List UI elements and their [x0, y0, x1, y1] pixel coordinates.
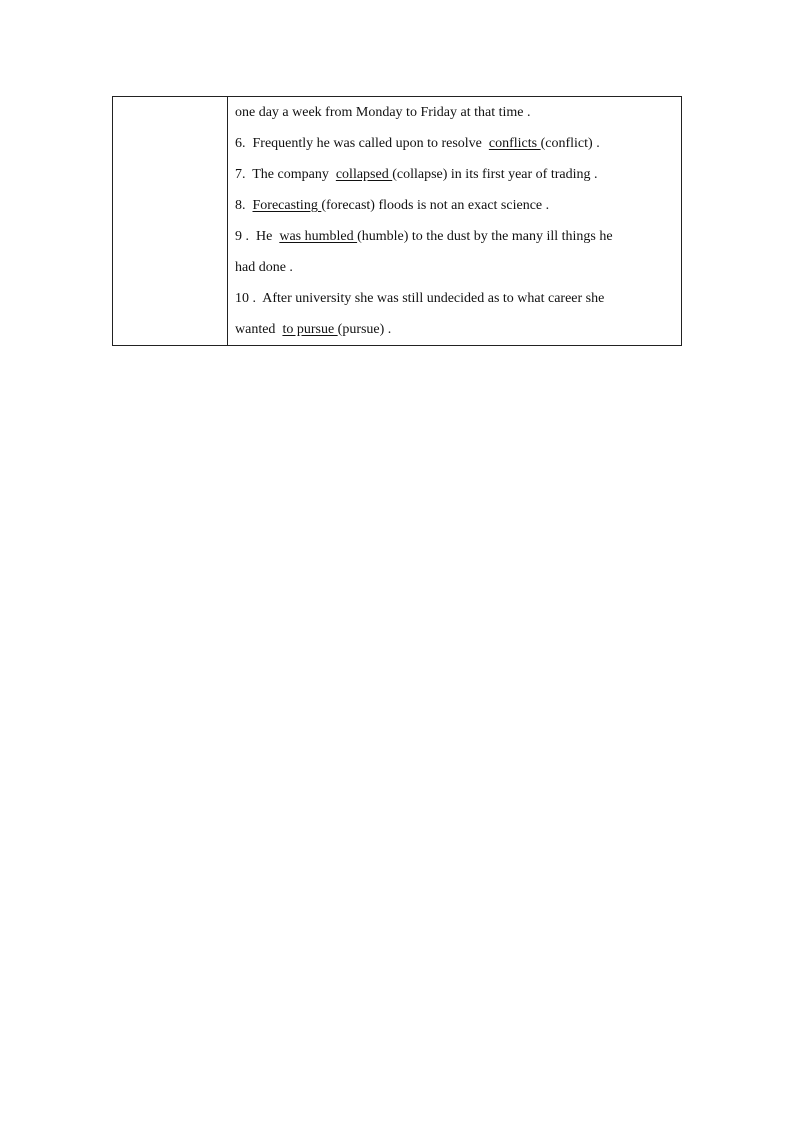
hint-text: (forecast) floods is not an exact science .: [321, 198, 550, 213]
table-left-cell: [113, 97, 228, 345]
sentence-text: Frequently he was called upon to resolve: [252, 136, 482, 151]
sentence-5-continuation: [235, 97, 673, 128]
sentence-text: wanted: [235, 322, 276, 337]
answer-blank: was humbled: [279, 229, 358, 244]
sentence-text: He: [256, 229, 273, 244]
answer-blank: to pursue: [282, 322, 338, 337]
sentence-9: [235, 221, 673, 252]
sentence-number: 8.: [235, 198, 246, 213]
hint-text: (pursue) .: [337, 322, 392, 337]
sentence-text: The company: [252, 167, 329, 182]
sentence-number: 10 .: [235, 291, 256, 306]
sentence-number: 6.: [235, 136, 246, 151]
sentence-10: [235, 283, 673, 314]
sentence-8: [235, 190, 673, 221]
sentence-number: 9 .: [235, 229, 249, 244]
sentence-7: [235, 159, 673, 190]
answer-blank: collapsed: [335, 167, 393, 182]
sentence-9-continuation: [235, 252, 673, 283]
hint-text: (humble) to the dust by the many ill things he: [357, 229, 613, 244]
sentence-text: had done .: [235, 260, 293, 275]
sentence-6: [235, 128, 673, 159]
hint-text: (conflict) .: [540, 136, 600, 151]
sentence-text: one day a week from Monday to Friday at that time .: [235, 105, 531, 120]
sentence-text: After university she was still undecided as to what career she: [262, 291, 605, 306]
sentence-10-continuation: [235, 314, 673, 345]
table-right-cell: [228, 97, 681, 345]
answer-blank: conflicts: [488, 136, 541, 151]
exercise-table: [112, 96, 682, 346]
hint-text: (collapse) in its first year of trading .: [392, 167, 598, 182]
sentence-number: 7.: [235, 167, 246, 182]
answer-blank: Forecasting: [252, 198, 322, 213]
